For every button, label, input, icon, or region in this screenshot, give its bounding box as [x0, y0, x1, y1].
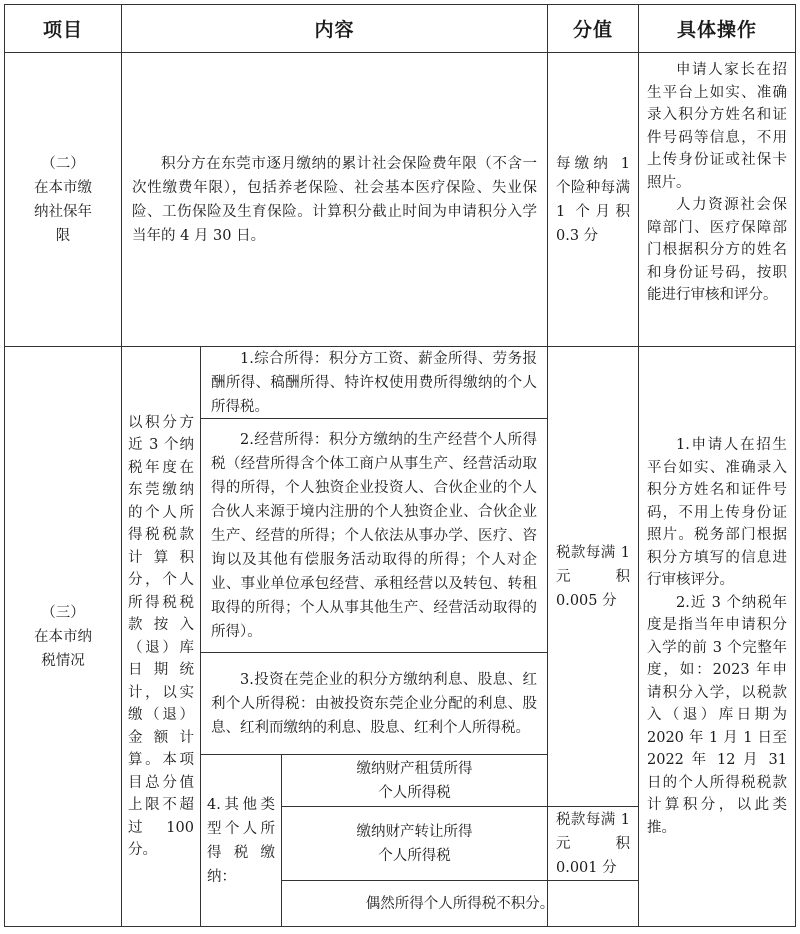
tax-item-4a-line1: 缴纳财产租赁所得	[356, 760, 473, 777]
header-item: 项目	[42, 19, 83, 41]
tax-item-4c: 偶然所得个人所得税不积分。	[365, 895, 555, 912]
section3-score-2-text: 税款每满 1 元积 0.001 分	[556, 811, 630, 876]
section3-rule-text: 以积分方近 3 个纳税年度在东莞缴纳的个人所得税税款计算积分，个人所得税税款按入（退）库日期统计，以实缴（退）金额计算。本项目总分值上限不超过 100 分。	[128, 414, 194, 858]
section2-operation	[639, 53, 795, 346]
tax-item-4b	[282, 807, 547, 880]
tax-item-4b-line1: 缴纳财产转让所得	[356, 823, 473, 840]
section3-operation-p2: 2.近 3 个纳税年度是指当年申请积分入学的前 3 个完整年度，如：2023 年申请积分入学，以税款入（退）库日期为 2020 年 1 月 1 日至 2022 年 12 月 31 日的个人所得税税款计算积分，以此类推。	[647, 594, 787, 836]
tax-item-1-text: 1.综合所得：积分方工资、薪金所得、劳务报酬所得、稿酬所得、特许权使用费所得缴纳的个人所得税。	[211, 350, 537, 415]
section2-content-text: 积分方在东莞市逐月缴纳的累计社会保险费年限（不含一次性缴费年限），包括养老保险、社会基本医疗保险、失业保险、工伤保险及生育保险。计算积分截止时间为申请积分入学当年的 4 月 30 日。	[132, 155, 537, 244]
tax-item-3	[201, 653, 547, 754]
section3-operation	[639, 347, 795, 926]
table-border-right	[795, 4, 796, 927]
tax-item-3-text: 3.投资在莞企业的积分方缴纳利息、股息、红利个人所得税：由被投资东莞企业分配的利息、股息、红利而缴纳的利息、股息、红利个人所得税。	[211, 671, 537, 736]
section3-title	[5, 347, 121, 926]
section3-rule	[122, 347, 200, 926]
header-score: 分值	[572, 19, 613, 41]
section3-operation-p1: 1.申请人在招生平台如实、准确录入积分方姓名和证件号码，不用上传身份证照片。税务部门根据积分方填写的信息进行审核评分。	[647, 437, 787, 588]
tax-item-1	[201, 347, 547, 418]
section3-score-2	[548, 807, 638, 880]
section2-operation-p2: 人力资源社会保障部门、医疗保障部门根据积分方的姓名和身份证号码，按职能进行审核和评分。	[647, 197, 787, 303]
section2-content	[122, 53, 547, 346]
section2-title-num: （二）	[41, 155, 85, 172]
section3-title-num: （三）	[41, 604, 85, 621]
section2-operation-p1: 申请人家长在招生平台上如实、准确录入积分方姓名和证件号码等信息，不用上传身份证或社保卡照片。	[647, 62, 787, 191]
tax-item-4b-line2: 个人所得税	[378, 847, 451, 864]
tax-item-4a	[282, 755, 547, 806]
section2-score-text: 每缴纳 1 个险种每满 1 个月积 0.3 分	[556, 155, 630, 244]
tax-item-2	[201, 419, 547, 652]
section2-title-text: 在本市缴纳社保年限	[34, 179, 92, 244]
header-operation: 具体操作	[676, 19, 757, 41]
section2-title	[5, 53, 121, 346]
section2-score	[548, 53, 638, 346]
header-content: 内容	[314, 19, 355, 41]
tax-item-4a-line2: 个人所得税	[378, 784, 451, 801]
table-border-bottom	[4, 926, 796, 927]
tax-item-2-text: 2.经营所得：积分方缴纳的生产经营个人所得税（经营所得含个体工商户从事生产、经营活动取得的所得，个人独资企业投资人、合伙企业的个人合伙人来源于境内注册的个人独资企业、合伙企业生产、经营的所得；个人依法从事办学、医疗、咨询以及其他有偿服务活动取得的所得；个人对企业、事业单位承包经营、承租经营以及转包、转租取得的所得；个人从事其他生产、经营活动取得的所得）。	[211, 431, 537, 640]
tax-item-4-label-text: 4.其他类型个人所得税缴纳：	[207, 796, 275, 885]
tax-item-4-label	[201, 755, 281, 926]
section3-score-1	[548, 347, 638, 806]
section3-score-1-text: 税款每满 1 元积 0.005 分	[556, 544, 630, 609]
section3-title-text: 在本市纳税情况	[34, 628, 92, 669]
